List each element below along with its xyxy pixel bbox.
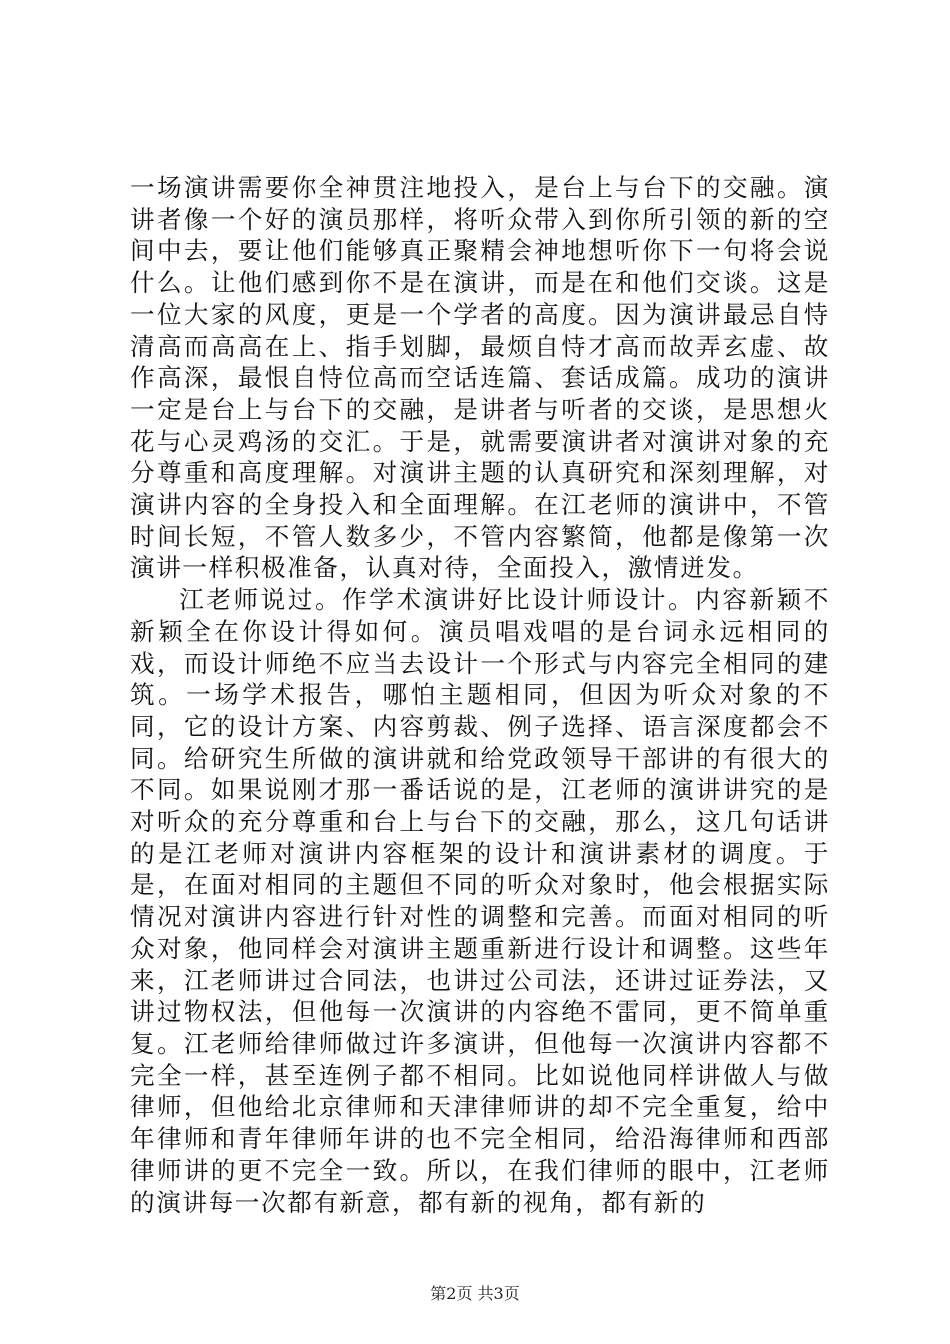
paragraph-1: 一场演讲需要你全神贯注地投入，是台上与台下的交融。演讲者像一个好的演员那样，将听众带入到你所引领的新的空间中去，要让他们能够真正聚精会神地想听你下一句将会说什么。让他们感到你不是在演讲，而是在和他们交谈。这是一位大家的风度，更是一个学者的高度。因为演讲最忌自恃清高而高高在上、指手划脚，最烦自恃才高而故弄玄虚、故作高深，最恨自恃位高而空话连篇、套话成篇。成功的演讲一定是台上与台下的交融，是讲者与听者的交谈，是思想火花与心灵鸡汤的交汇。于是，就需要演讲者对演讲对象的充分尊重和高度理解。对演讲主题的认真研究和深刻理解，对演讲内容的全身投入和全面理解。在江老师的演讲中，不管时间长短，不管人数多少，不管内容繁简，他都是像第一次演讲一样积极准备，认真对待，全面投入，激情迸发。 bbox=[130, 173, 830, 583]
page-footer: 第2页 共3页 bbox=[430, 1284, 520, 1303]
paragraph-2: 江老师说过。作学术演讲好比设计师设计。内容新颖不新颖全在你设计得如何。演员唱戏唱的是台词永远相同的戏，而设计师绝不应当去设计一个形式与内容完全相同的建筑。一场学术报告，哪怕主题相同，但因为听众对象的不同，它的设计方案、内容剪裁、例子选择、语言深度都会不同。给研究生所做的演讲就和给党政领导干部讲的有很大的不同。如果说刚才那一番话说的是，江老师的演讲讲究的是对听众的充分尊重和台上与台下的交融，那么，这几句话讲的是江老师对演讲内容框架的设计和演讲素材的调度。于是，在面对相同的主题但不同的听众对象时，他会根据实际情况对演讲内容进行针对性的调整和完善。而面对相同的听众对象，他同样会对演讲主题重新进行设计和调整。这些年来，江老师讲过合同法，也讲过公司法，还讲过证券法，又讲过物权法，但他每一次演讲的内容绝不雷同，更不简单重复。江老师给律师做过许多演讲，但他每一次演讲内容都不完全一样，甚至连例子都不相同。比如说他同样讲做人与做律师，但他给北京律师和天津律师讲的却不完全重复，给中年律师和青年律师年讲的也不完全相同，给沿海律师和西部律师讲的更不完全一致。所以，在我们律师的眼中，江老师的演讲每一次都有新意，都有新的视角，都有新的 bbox=[130, 585, 830, 1217]
document-body bbox=[130, 172, 830, 1218]
